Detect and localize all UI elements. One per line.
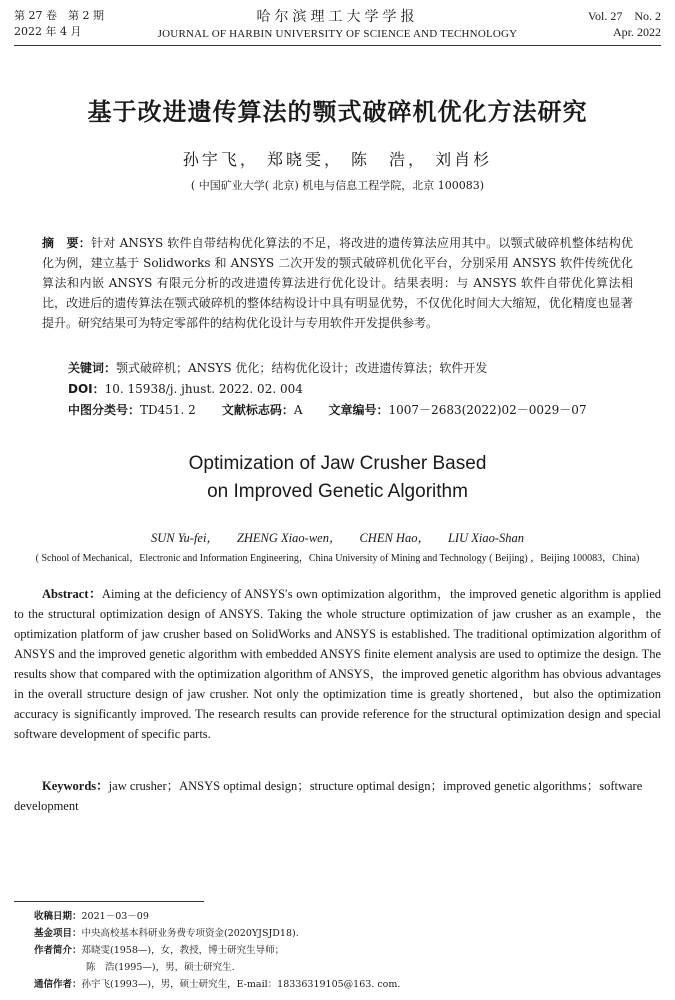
journal-name-cn: 哈尔滨理工大学学报 — [256, 9, 419, 25]
keywords-en-label: Keywords： — [42, 779, 109, 793]
fund-info — [34, 925, 661, 942]
header-center — [0, 8, 675, 42]
volume-issue-en: Vol. 27 No. 2 — [587, 9, 661, 23]
author-bio-label: 作者简介： — [34, 945, 82, 956]
affiliation-cn: ( 中国矿业大学( 北京) 机电与信息工程学院，北京 100083) — [190, 179, 485, 192]
footnote-divider — [14, 901, 204, 902]
date-en: Apr. 2022 — [613, 25, 661, 39]
received-date — [34, 908, 661, 925]
received-label: 收稿日期： — [34, 911, 82, 922]
authors-cn: 孙宇飞， 郑晓雯， 陈 浩， 刘肖杉 — [182, 150, 493, 169]
journal-name-en: JOURNAL OF HARBIN UNIVERSITY OF SCIENCE AND TECHNOLOGY — [157, 28, 518, 40]
author-bio-2: 陈 浩(1995—)，男，硕士研究生. — [86, 962, 235, 973]
header-right — [588, 8, 661, 40]
doc-code-value: A — [293, 403, 303, 417]
doi-value: 10. 15938/j. jhust. 2022. 02. 004 — [104, 382, 303, 396]
paper-title-en — [0, 450, 675, 506]
authors-en — [0, 528, 675, 546]
keywords-cn-label: 关键词： — [68, 361, 117, 375]
volume-issue-cn: 第 27 卷 第 2 期 — [14, 9, 104, 22]
corresponding-author — [34, 976, 661, 993]
keywords-cn-text: 颚式破碎机；ANSYS 优化；结构优化设计；改进遗传算法；软件开发 — [116, 361, 488, 375]
date-cn: 2022 年 4 月 — [14, 25, 82, 38]
keywords-cn — [68, 359, 487, 377]
article-number-label: 文章编号： — [328, 403, 389, 417]
classification-line — [68, 401, 587, 419]
paper-title-en-line1: Optimization of Jaw Crusher Based — [188, 453, 487, 474]
received-value: 2021－03－09 — [81, 911, 149, 922]
clc-value: TD451. 2 — [140, 403, 196, 417]
abstract-cn-label: 摘 要： — [42, 236, 92, 250]
abstract-cn — [42, 233, 633, 333]
author-bio — [34, 942, 661, 959]
author-en-1: SUN Yu-fei， — [150, 531, 219, 545]
paper-title-cn: 基于改进遗传算法的颚式破碎机优化方法研究 — [87, 97, 588, 126]
fund-value: 中央高校基本科研业务费专项资金(2020YJSJD18). — [81, 928, 299, 939]
article-number-value: 1007－2683(2022)02－0029－07 — [388, 403, 587, 417]
abstract-en-label: Abstract： — [42, 587, 102, 601]
footnotes — [34, 908, 661, 993]
keywords-en — [14, 776, 661, 816]
corresponding-label: 通信作者： — [34, 979, 82, 990]
paper-title-en-line2: on Improved Genetic Algorithm — [207, 481, 468, 502]
abstract-cn-text: 针对 ANSYS 软件自带结构优化算法的不足，将改进的遗传算法应用其中。以颚式破碎机整体结构优化为例，建立基于 Solidworks 和 ANSYS 二次开发的颚式破碎机优化平台，分别采用 ANSYS 软件传统优化算法和内嵌 ANSYS 有限元分析的改进遗传算法进行优化设计。结果表明：与 ANSYS 软件自带优化算法相比，改进后的遗传算法在颚式破碎机的整体结构设计中具有明显优势，不仅优化时间大大缩短，优化精度也显著提升。研究结果可为特定零部件的结构优化设计与专用软件开发提供参考。 — [42, 236, 633, 330]
clc-label: 中图分类号： — [68, 403, 141, 417]
doi — [68, 380, 303, 398]
abstract-en-text: Aiming at the deficiency of ANSYS′s own optimization algorithm，the improved genetic algorithm is applied to the structural optimization design of ANSYS. Taking the whole structure optimization of jaw crusher as an example，the optimization platform of jaw crusher based on SolidWorks and ANSYS is established. The traditional optimization algorithm of ANSYS and the improved genetic algorithm with embedded ANSYS finite element analysis are used to optimize the design. The results show that compared with the optimization algorithm of ANSYS，the improved genetic algorithm has obvious advantages in the overall structure design of jaw crusher. Not only the optimization time is greatly shortened，but also the optimization accuracy is significantly improved. The research results can provide reference for the structural optimization design and special software development of specific parts. — [14, 587, 661, 741]
abstract-en — [14, 584, 661, 744]
author-bio-1: 郑晓雯(1958—)，女，教授，博士研究生导师； — [81, 945, 285, 956]
author-en-3: CHEN Hao， — [359, 531, 430, 545]
header-divider — [14, 45, 661, 46]
author-en-2: ZHENG Xiao-wen， — [236, 531, 342, 545]
fund-label: 基金项目： — [34, 928, 82, 939]
doc-code-label: 文献标志码： — [221, 403, 294, 417]
keywords-en-text: jaw crusher；ANSYS optimal design；structure optimal design；improved genetic algorithms；software development — [14, 779, 643, 813]
affiliation-en: ( School of Mechanical，Electronic and Information Engineering，China University of Mining and Technology ( Beijing) ，Beijing 100083，China) — [35, 553, 640, 564]
doi-label: DOI： — [68, 382, 105, 396]
author-en-4: LIU Xiao-Shan — [447, 531, 524, 545]
corresponding-value: 孙宇飞(1993—)，男，硕士研究生，E-mail：18336319105@163. com. — [81, 979, 401, 990]
